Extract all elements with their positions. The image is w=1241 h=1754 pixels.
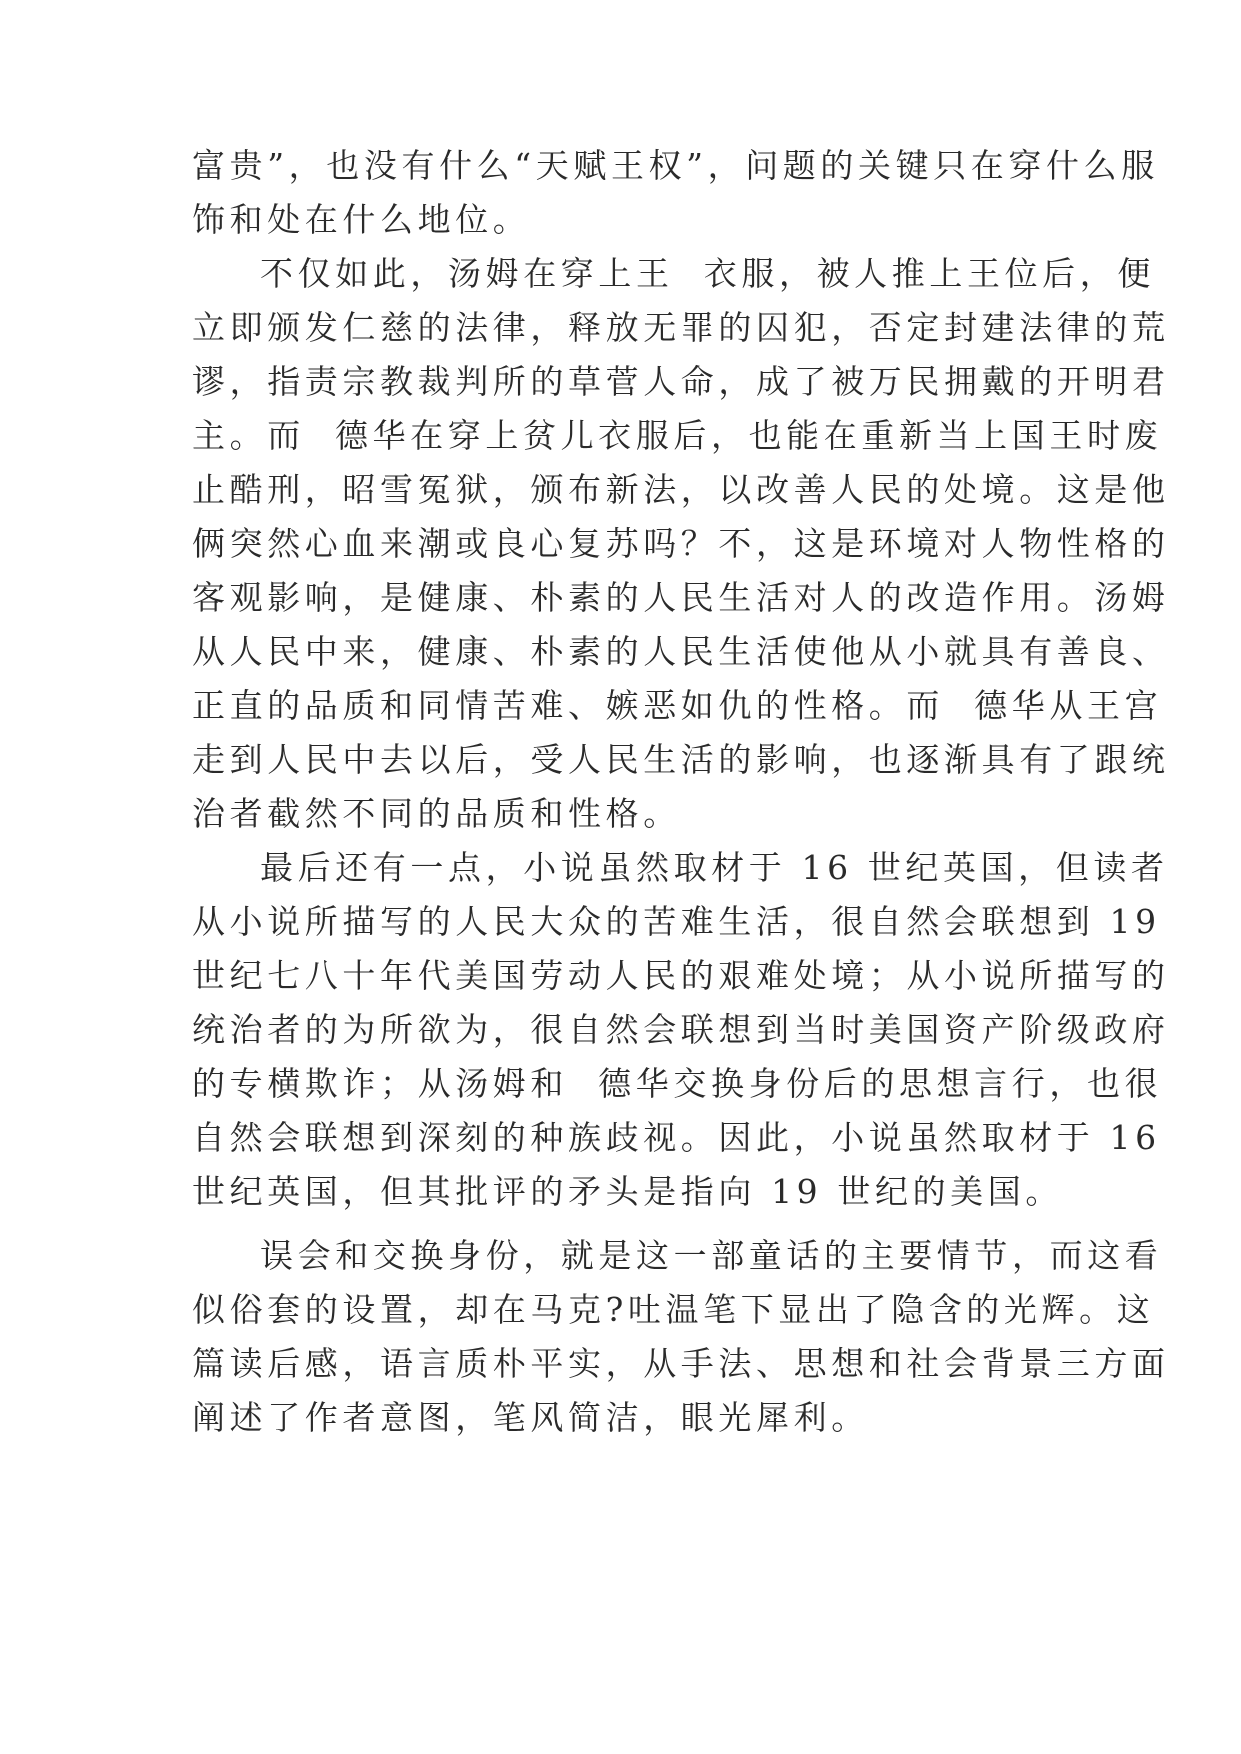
text-line: 最后还有一点，小说虽然取材于 16 世纪英国，但读者 <box>260 848 1169 887</box>
text-line: 自然会联想到深刻的种族歧视。因此，小说虽然取材于 16 <box>192 1118 1161 1157</box>
text-line: 不仅如此，汤姆在穿上王 衣服，被人推上王位后，便 <box>260 254 1155 293</box>
text-line: 立即颁发仁慈的法律，释放无罪的囚犯，否定封建法律的荒 <box>192 308 1170 347</box>
text-line: 饰和处在什么地位。 <box>192 200 531 239</box>
text-line: 世纪七八十年代美国劳动人民的艰难处境；从小说所描写的 <box>192 956 1170 995</box>
text-line: 世纪英国，但其批评的矛头是指向 19 世纪的美国。 <box>192 1172 1063 1211</box>
text-line: 走到人民中去以后，受人民生活的影响，也逐渐具有了跟统 <box>192 740 1170 779</box>
text-line: 统治者的为所欲为，很自然会联想到当时美国资产阶级政府 <box>192 1010 1170 1049</box>
text-line: 谬，指责宗教裁判所的草菅人命，成了被万民拥戴的开明君 <box>192 362 1170 401</box>
text-line: 主。而 德华在穿上贫儿衣服后，也能在重新当上国王时废 <box>192 416 1163 455</box>
text-line: 误会和交换身份，就是这一部童话的主要情节，而这看 <box>260 1236 1163 1275</box>
text-line: 客观影响，是健康、朴素的人民生活对人的改造作用。汤姆 <box>192 578 1170 617</box>
text-line: 治者截然不同的品质和性格。 <box>192 794 681 833</box>
text-line: 正直的品质和同情苦难、嫉恶如仇的性格。而 德华从王宫 <box>192 686 1163 725</box>
text-line: 似俗套的设置，却在马克?吐温笔下显出了隐含的光辉。这 <box>192 1290 1155 1329</box>
text-line: 篇读后感，语言质朴平实，从手法、思想和社会背景三方面 <box>192 1344 1170 1383</box>
text-line: 俩突然心血来潮或良心复苏吗？不，这是环境对人物性格的 <box>192 524 1170 563</box>
text-line: 的专横欺诈；从汤姆和 德华交换身份后的思想言行，也很 <box>192 1064 1163 1103</box>
text-line: 止酷刑，昭雪冤狱，颁布新法，以改善人民的处境。这是他 <box>192 470 1170 509</box>
text-line: 阐述了作者意图，笔风简洁，眼光犀利。 <box>192 1398 869 1437</box>
text-line: 从小说所描写的人民大众的苦难生活，很自然会联想到 19 <box>192 902 1161 941</box>
text-line: 富贵”，也没有什么“天赋王权”，问题的关键只在穿什么服 <box>192 146 1159 185</box>
text-line: 从人民中来，健康、朴素的人民生活使他从小就具有善良、 <box>192 632 1170 671</box>
